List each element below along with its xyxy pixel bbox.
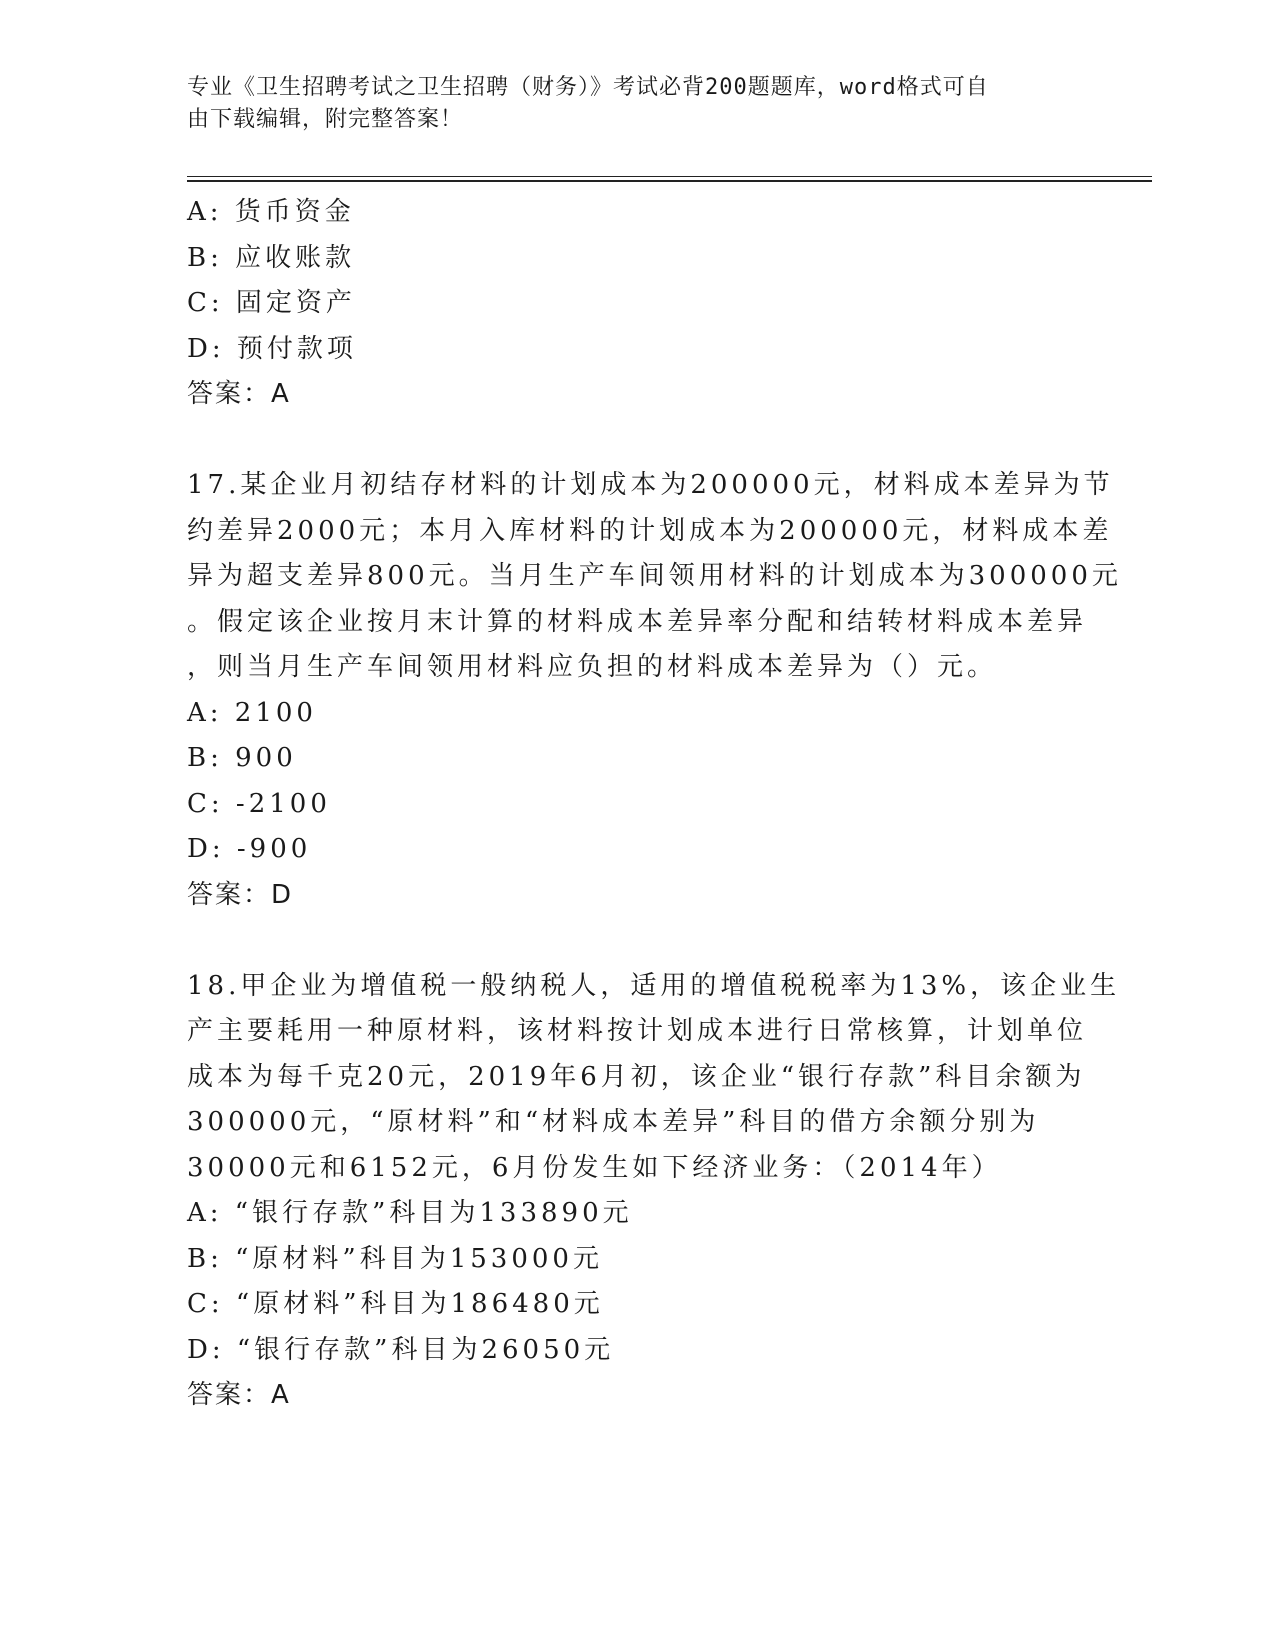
question-text-line: 异为超支差异800元。当月生产车间领用材料的计划成本为300000元 bbox=[187, 561, 1122, 591]
question-16 bbox=[187, 190, 1087, 418]
document-header bbox=[187, 72, 1067, 136]
question-17 bbox=[187, 463, 1122, 918]
option-d: D: “银行存款”科目为26050元 bbox=[187, 1334, 615, 1365]
option-c: C: “原材料”科目为186480元 bbox=[187, 1289, 604, 1319]
question-text-line: 约差异2000元；本月入库材料的计划成本为200000元，材料成本差 bbox=[187, 515, 1113, 546]
option-b: B: 应收账款 bbox=[187, 242, 356, 273]
option-b: B: 900 bbox=[187, 743, 297, 773]
question-text-line: 。假定该企业按月末计算的材料成本差异率分配和结转材料成本差异 bbox=[187, 606, 1088, 637]
question-text-line: ，则当月生产车间领用材料应负担的材料成本差异为（）元。 bbox=[187, 652, 998, 682]
answer: 答案：D bbox=[187, 879, 294, 910]
option-a: A: 货币资金 bbox=[187, 197, 355, 227]
answer: 答案：A bbox=[187, 1380, 291, 1410]
header-divider-thin bbox=[187, 176, 1152, 177]
option-c: C: -2100 bbox=[187, 788, 331, 819]
option-a: A: 2100 bbox=[187, 697, 317, 728]
header-line-2: 由下载编辑，附完整答案！ bbox=[187, 107, 464, 132]
option-d: D: 预付款项 bbox=[187, 333, 357, 364]
option-b: B: “原材料”科目为153000元 bbox=[187, 1243, 603, 1274]
question-text-line: 18.甲企业为增值税一般纳税人，适用的增值税税率为13%，该企业生 bbox=[187, 970, 1121, 1001]
question-18 bbox=[187, 964, 1121, 1419]
option-c: C: 固定资产 bbox=[187, 288, 356, 318]
question-text-line: 30000元和6152元，6月份发生如下经济业务：（2014年） bbox=[187, 1152, 1002, 1183]
question-text-line: 成本为每千克20元，2019年6月初，该企业“银行存款”科目余额为 bbox=[187, 1061, 1086, 1092]
question-text-line: 产主要耗用一种原材料，该材料按计划成本进行日常核算，计划单位 bbox=[187, 1016, 1088, 1046]
spacer bbox=[187, 418, 1087, 464]
header-divider-thick bbox=[187, 180, 1152, 182]
question-text-line: 17.某企业月初结存材料的计划成本为200000元，材料成本差异为节 bbox=[187, 470, 1114, 500]
option-a: A: “银行存款”科目为133890元 bbox=[187, 1198, 633, 1228]
header-line-1: 专业《卫生招聘考试之卫生招聘（财务）》考试必背200题题库，word格式可自 bbox=[187, 75, 989, 100]
spacer bbox=[187, 918, 1087, 964]
question-text-line: 300000元，“原材料”和“材料成本差异”科目的借方余额分别为 bbox=[187, 1107, 1040, 1137]
question-content bbox=[187, 190, 1122, 1419]
option-d: D: -900 bbox=[187, 834, 312, 864]
answer: 答案：A bbox=[187, 379, 291, 409]
